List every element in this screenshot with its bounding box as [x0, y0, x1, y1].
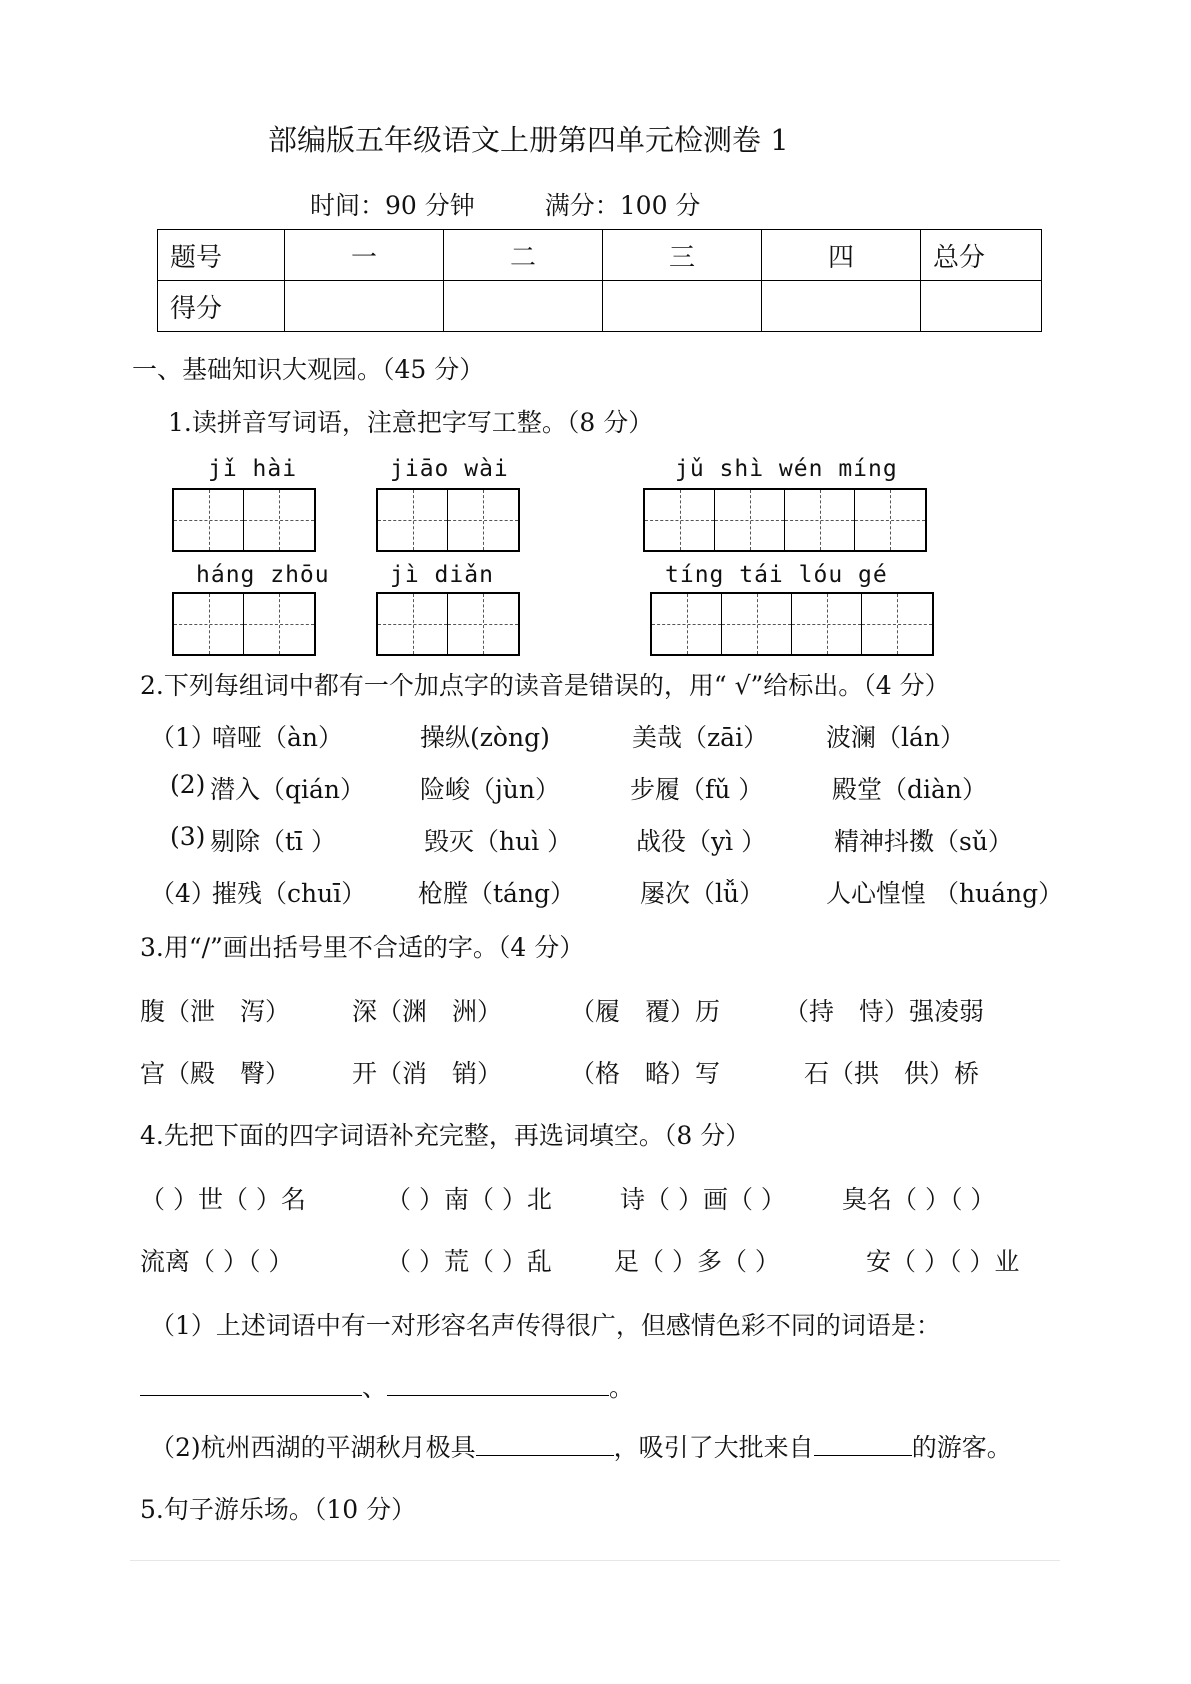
writing-grid[interactable] [650, 592, 934, 656]
writing-cell[interactable] [378, 594, 448, 654]
score-input-cell[interactable] [762, 281, 921, 332]
q2-row-number: （4） [150, 879, 216, 908]
writing-cell[interactable] [785, 490, 855, 550]
q2-item: 步履（fǔ ） [630, 775, 764, 804]
score-header-cell: 二 [444, 230, 603, 281]
q2-item: 毁灭（huì ） [424, 827, 573, 856]
q2-item: 枪膛（táng） [418, 879, 576, 908]
sub2-text: （2)杭州西湖的平湖秋月极具 [150, 1433, 476, 1462]
pinyin-label: jǐ hài [208, 456, 298, 482]
score-header-cell: 一 [285, 230, 444, 281]
score-header-cell: 总分 [921, 230, 1042, 281]
score-table-header-row [158, 230, 1042, 281]
score-input-cell[interactable] [444, 281, 603, 332]
score-input-cell[interactable] [921, 281, 1042, 332]
writing-cell[interactable] [244, 594, 314, 654]
period: 。 [609, 1373, 635, 1402]
sub2-text: ，吸引了大批来自 [613, 1433, 814, 1462]
question-1-prompt: 1.读拼音写词语，注意把字写工整。（8 分） [168, 408, 654, 437]
question-5-prompt: 5.句子游乐场。（10 分） [140, 1495, 417, 1524]
writing-cell[interactable] [792, 594, 862, 654]
writing-grid[interactable] [643, 488, 927, 552]
writing-cell[interactable] [715, 490, 785, 550]
q3-item: 开（消 销） [352, 1059, 503, 1088]
question-4-prompt: 4.先把下面的四字词语补充完整，再选词填空。（8 分） [140, 1121, 751, 1150]
q3-item: 腹（泄 泻） [140, 997, 291, 1026]
answer-blank[interactable] [814, 1455, 912, 1456]
q2-row-number: (3) [170, 822, 206, 851]
page-title: 部编版五年级语文上册第四单元检测卷 1 [268, 123, 789, 157]
score-header-cell: 四 [762, 230, 921, 281]
q2-item: 险峻（jùn） [420, 775, 560, 804]
writing-cell[interactable] [378, 490, 448, 550]
writing-cell[interactable] [722, 594, 792, 654]
q4-idiom: 流离（ ）（ ） [140, 1247, 294, 1276]
q2-item: 喑哑（àn） [212, 723, 344, 752]
writing-cell[interactable] [645, 490, 715, 550]
q2-row-number: （1） [150, 723, 216, 752]
q2-item: 潜入（qián） [210, 775, 366, 804]
q4-idiom: 安（ ）（ ）业 [866, 1247, 1020, 1276]
q2-item: 精神抖擞（sǔ） [834, 827, 1013, 856]
score-table-score-row [158, 281, 1042, 332]
q3-item: （格 略）写 [570, 1059, 721, 1088]
q3-item: （履 覆）历 [570, 997, 721, 1026]
writing-cell[interactable] [448, 490, 518, 550]
q3-item: 宫（殿 臀） [140, 1059, 291, 1088]
score-row-label: 得分 [158, 281, 285, 332]
answer-blank[interactable] [140, 1395, 362, 1396]
time-label: 时间：90 分钟 [310, 191, 475, 220]
writing-cell[interactable] [174, 594, 244, 654]
writing-cell[interactable] [174, 490, 244, 550]
pinyin-label: jiāo wài [390, 456, 509, 482]
sub2-text: 的游客。 [911, 1433, 1012, 1462]
full-score-label: 满分：100 分 [544, 191, 701, 220]
score-input-cell[interactable] [603, 281, 762, 332]
question-3-prompt: 3.用“/”画出括号里不合适的字。（4 分） [140, 933, 585, 962]
pinyin-label: tíng tái lóu gé [665, 562, 888, 588]
q2-row-number: (2) [170, 770, 206, 799]
q2-item: 剔除（tī ） [210, 827, 336, 856]
q2-item: 屡次（lǚ） [640, 879, 765, 908]
score-table [157, 229, 1042, 332]
q4-idiom: （ ）世（ ）名 [140, 1185, 306, 1214]
q2-item: 摧残（chuī） [212, 879, 367, 908]
q4-sub1-prompt: （1）上述词语中有一对形容名声传得很广，但感情色彩不同的词语是： [150, 1311, 941, 1340]
q4-sub1-answer [140, 1368, 634, 1404]
q2-item: 殿堂（diàn） [832, 775, 988, 804]
q4-sub2 [150, 1428, 1012, 1464]
q2-item: 美哉（zāi） [632, 723, 769, 752]
writing-grid[interactable] [376, 488, 520, 552]
separator: 、 [362, 1373, 388, 1402]
footer-divider [130, 1560, 1060, 1561]
q2-item: 人心惶惶 （huáng） [826, 879, 1064, 908]
score-header-cell: 三 [603, 230, 762, 281]
score-header-cell: 题号 [158, 230, 285, 281]
q2-item: 战役（yì ） [636, 827, 767, 856]
writing-cell[interactable] [855, 490, 925, 550]
q3-item: 石（拱 供）桥 [804, 1059, 980, 1088]
exam-info [310, 186, 700, 222]
writing-grid[interactable] [172, 592, 316, 656]
writing-cell[interactable] [244, 490, 314, 550]
pinyin-label: jǔ shì wén míng [675, 456, 898, 482]
section-heading: 一、基础知识大观园。（45 分） [132, 355, 485, 384]
pinyin-label: háng zhōu [196, 562, 330, 588]
q4-idiom: （ ）荒（ ）乱 [386, 1247, 552, 1276]
pinyin-label: jì diǎn [390, 562, 494, 588]
writing-grid[interactable] [376, 592, 520, 656]
q4-idiom: （ ）南（ ）北 [386, 1185, 552, 1214]
writing-grid[interactable] [172, 488, 316, 552]
question-2-prompt: 2.下列每组词中都有一个加点字的读音是错误的，用“ √”给标出。（4 分） [140, 671, 950, 700]
writing-cell[interactable] [862, 594, 932, 654]
q4-idiom: 臭名（ ）（ ） [842, 1185, 996, 1214]
answer-blank[interactable] [476, 1455, 614, 1456]
q2-item: 波澜（lán） [826, 723, 966, 752]
q4-idiom: 足（ ）多（ ） [614, 1247, 780, 1276]
writing-cell[interactable] [448, 594, 518, 654]
answer-blank[interactable] [387, 1395, 609, 1396]
writing-cell[interactable] [652, 594, 722, 654]
q2-item: 操纵(zòng) [420, 723, 550, 752]
q3-item: 深（渊 洲） [352, 997, 503, 1026]
q3-item: （持 恃）强凌弱 [784, 997, 985, 1026]
q4-idiom: 诗（ ）画（ ） [620, 1185, 786, 1214]
score-input-cell[interactable] [285, 281, 444, 332]
